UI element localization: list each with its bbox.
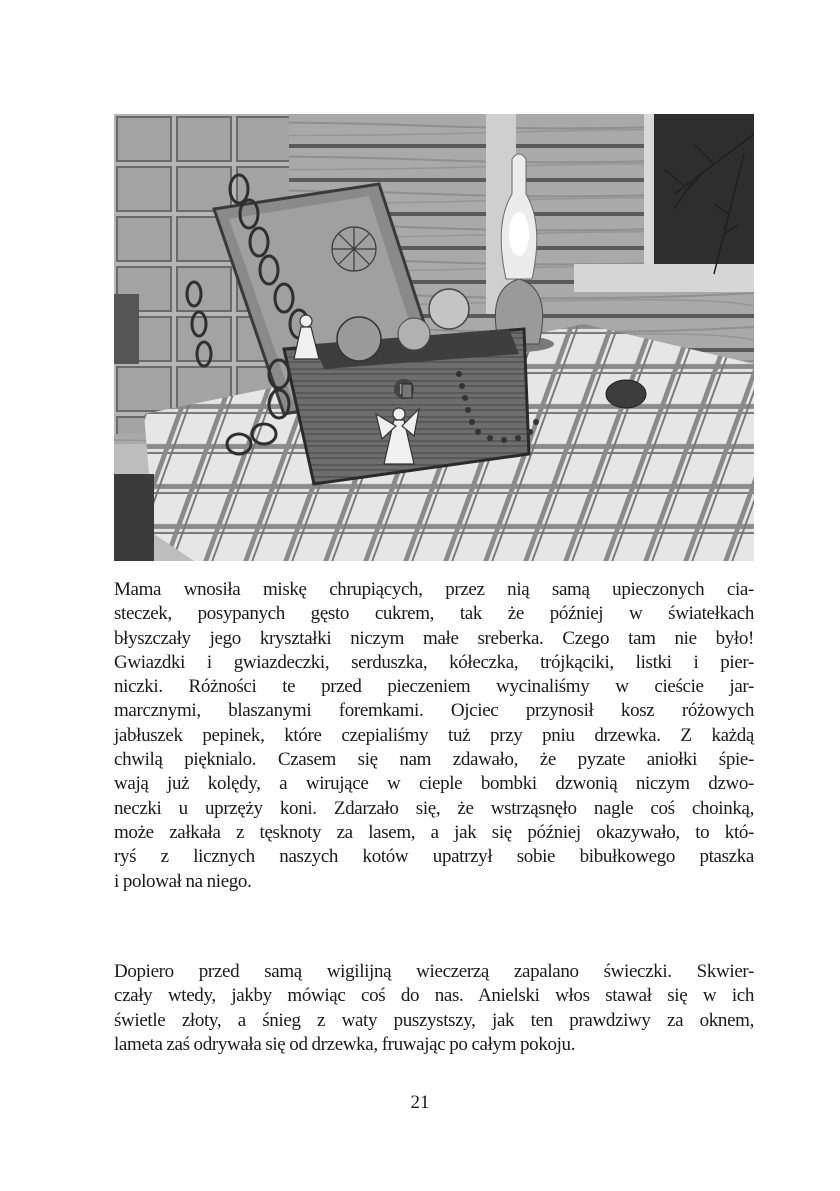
text-line: marcznymi, blaszanymi foremkami. Ojciec przynosił kosz różowych <box>114 700 754 722</box>
paragraph-2 <box>114 960 754 1057</box>
text-line: steczek, posypanych gęsto cukrem, tak że później w światełkach <box>114 603 754 625</box>
text-line: niczki. Różności te przed pieczeniem wycinaliśmy w cieście jar- <box>114 676 754 698</box>
text-line: lameta zaś odrywała się od drzewka, fruwając po całym pokoju. <box>114 1033 576 1055</box>
text-line: Dopiero przed samą wigilijną wieczerzą zapalano świeczki. Skwier- <box>114 961 754 982</box>
text-line: i polował na niego. <box>114 870 252 892</box>
text-line: ryś z licznych naszych kotów upatrzył sobie bibułkowego ptaszka <box>114 846 754 868</box>
illustration-drawing <box>114 114 754 561</box>
text-line: Mama wnosiła miskę chrupiących, przez nią samą upieczonych cia- <box>114 579 754 600</box>
text-line: chwilą pięknialo. Czasem się nam zdawało, że pyzate aniołki śpie- <box>114 749 754 771</box>
text-line: może załkała z tęsknoty za lasem, a jak się później okazywało, to któ- <box>114 821 754 843</box>
text-line: błyszczały jego kryształki niczym małe sreberka. Czego tam nie było! <box>114 627 754 649</box>
text-line: jabłuszek pepinek, które czepialiśmy tuż przy pniu drzewka. Z każdą <box>114 724 754 746</box>
text-line: Gwiazdki i gwiazdeczki, serduszka, kółeczka, trójkąciki, listki i pier- <box>114 651 754 673</box>
illustration-christmas-chest <box>114 114 754 561</box>
page-number: 21 <box>410 1092 430 1113</box>
text-line: świetle złoty, a śnieg z waty puszystszy, jak ten prawdziwy za oknem, <box>114 1009 754 1031</box>
text-line: czały wtedy, jakby mówiąc coś do nas. Anielski włos stawał się w ich <box>114 985 754 1007</box>
text-line: wają już kolędy, a wirujące w cieple bombki dzwonią niczym dzwo- <box>114 773 754 795</box>
paragraph-1 <box>114 578 754 894</box>
text-line: neczki u uprzęży koni. Zdarzało się, że wstrząsnęło nagle coś choinką, <box>114 797 754 819</box>
